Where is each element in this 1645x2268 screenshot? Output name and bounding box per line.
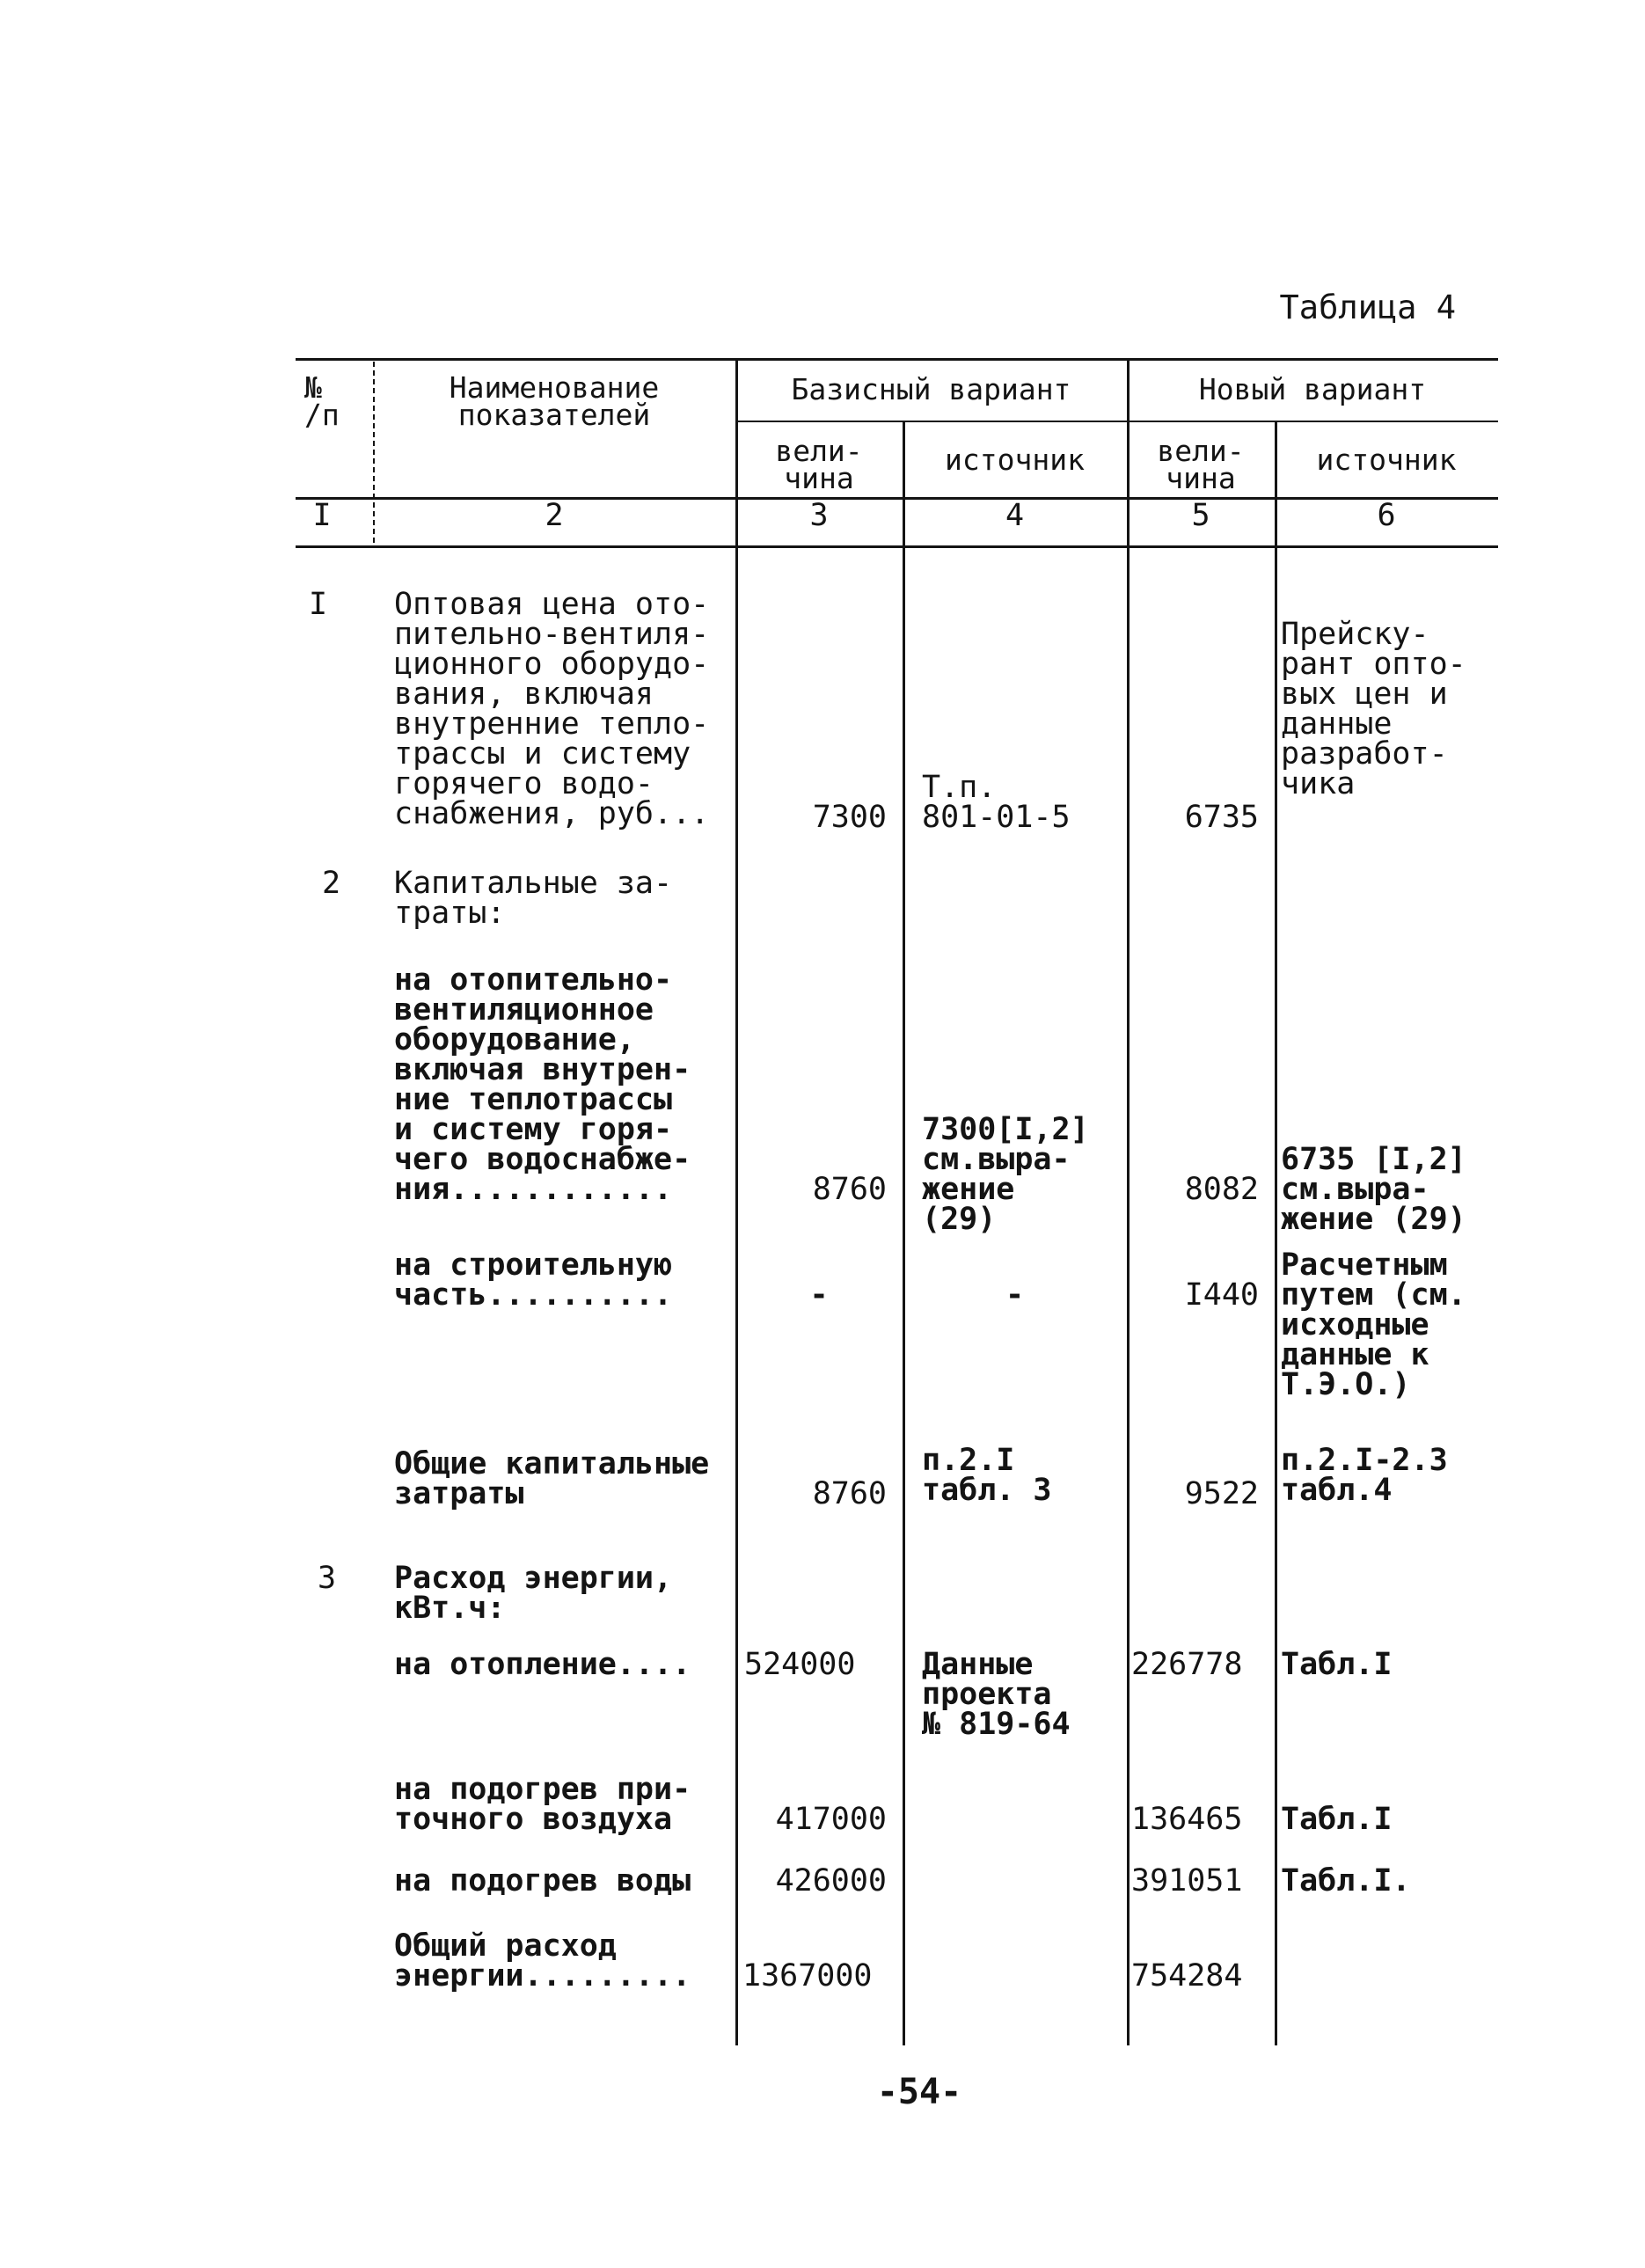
column-number-3: 3 <box>809 498 829 533</box>
rule-group <box>735 421 1498 422</box>
row-3-1-new-source: Табл.I <box>1281 1647 1393 1682</box>
divider-base-value <box>903 421 905 2045</box>
row-2-2-name: на строительную часть.......... <box>394 1247 673 1313</box>
row-3-1-new-value: 226778 <box>1131 1647 1243 1682</box>
header-group-new: Новый вариант <box>1198 372 1427 406</box>
row-1-number: I <box>309 587 328 622</box>
row-1-new-value: 6735 <box>1184 800 1259 835</box>
economics-table <box>296 358 1498 2045</box>
column-number-2: 2 <box>545 498 564 533</box>
column-number-1: I <box>312 498 332 533</box>
row-3-number: 3 <box>318 1561 337 1596</box>
row-3-3-name: на подогрев воды <box>394 1863 691 1899</box>
row-2-2-base-source: - <box>1005 1277 1025 1313</box>
row-3-4-name: Общий расход энергии......... <box>394 1928 691 1994</box>
rule-header <box>296 497 1498 500</box>
rule-top <box>296 358 1498 361</box>
row-3-name: Расход энергии, кВт.ч: <box>394 1561 673 1626</box>
header-name: Наименование показателей <box>449 370 660 432</box>
divider-new-value <box>1275 421 1277 2045</box>
row-1-base-value: 7300 <box>812 800 887 835</box>
header-base-source: источник <box>945 443 1085 477</box>
row-3-1-base-value: 524000 <box>744 1647 856 1682</box>
row-3-4-base-value: 1367000 <box>742 1958 873 1994</box>
row-1-base-source: Т.п. 801-01-5 <box>922 770 1071 835</box>
row-2-1-name: на отопительно- вентиляционное оборудование, включая внутрен- ние теплотрассы и систему горя- чего водоснабже- ния............ <box>394 962 691 1207</box>
row-1-new-source: Прейску- рант опто- вых цен и данные разработ- чика <box>1281 617 1466 801</box>
row-2-name: Капитальные за- траты: <box>394 866 673 931</box>
row-2-3-base-source: п.2.I табл. 3 <box>922 1443 1052 1508</box>
row-3-1-base-source: Данные проекта № 819-64 <box>922 1647 1071 1742</box>
row-3-2-new-value: 136465 <box>1131 1802 1243 1837</box>
row-3-3-base-value: 426000 <box>775 1863 887 1899</box>
row-3-2-base-value: 417000 <box>775 1802 887 1837</box>
row-2-3-name: Общие капитальные затраты <box>394 1446 710 1511</box>
column-number-6: 6 <box>1377 498 1396 533</box>
column-number-4: 4 <box>1005 498 1025 533</box>
row-3-3-new-value: 391051 <box>1131 1863 1243 1899</box>
row-3-1-name: на отопление.... <box>394 1647 691 1682</box>
row-2-3-base-value: 8760 <box>812 1476 887 1511</box>
row-2-1-new-source: 6735 [I,2] см.выра- жение (29) <box>1281 1142 1466 1237</box>
header-new-source: источник <box>1316 443 1457 477</box>
row-2-2-new-value: I440 <box>1184 1277 1259 1313</box>
row-2-2-base-value: - <box>809 1277 829 1313</box>
table-caption: Таблица 4 <box>1279 289 1456 326</box>
rule-numbers <box>296 545 1498 548</box>
header-num: № /п <box>304 370 340 432</box>
row-2-number: 2 <box>322 866 341 901</box>
row-2-3-new-source: п.2.I-2.3 табл.4 <box>1281 1443 1448 1508</box>
column-number-5: 5 <box>1191 498 1210 533</box>
row-2-2-new-source: Расчетным путем (см. исходные данные к Т.Э.О.) <box>1281 1247 1466 1402</box>
page-number: -54- <box>876 2072 962 2112</box>
header-new-value: вели- чина <box>1157 434 1245 495</box>
row-2-3-new-value: 9522 <box>1184 1476 1259 1511</box>
row-3-2-new-source: Табл.I <box>1281 1802 1393 1837</box>
row-2-1-base-value: 8760 <box>812 1172 887 1207</box>
row-3-3-new-source: Табл.I. <box>1281 1863 1411 1899</box>
header-group-base: Базисный вариант <box>791 372 1071 406</box>
row-2-1-base-source: 7300[I,2] см.выра- жение (29) <box>922 1112 1089 1237</box>
header-base-value: вели- чина <box>775 434 863 495</box>
row-2-1-new-value: 8082 <box>1184 1172 1259 1207</box>
row-3-4-new-value: 754284 <box>1131 1958 1243 1994</box>
row-3-2-name: на подогрев при- точного воздуха <box>394 1772 691 1837</box>
row-1-name: Оптовая цена ото- пительно-вентиля- ционного оборудо- вания, включая внутренние тепло- трассы и систему горячего водо- снабжения, руб... <box>394 587 710 831</box>
